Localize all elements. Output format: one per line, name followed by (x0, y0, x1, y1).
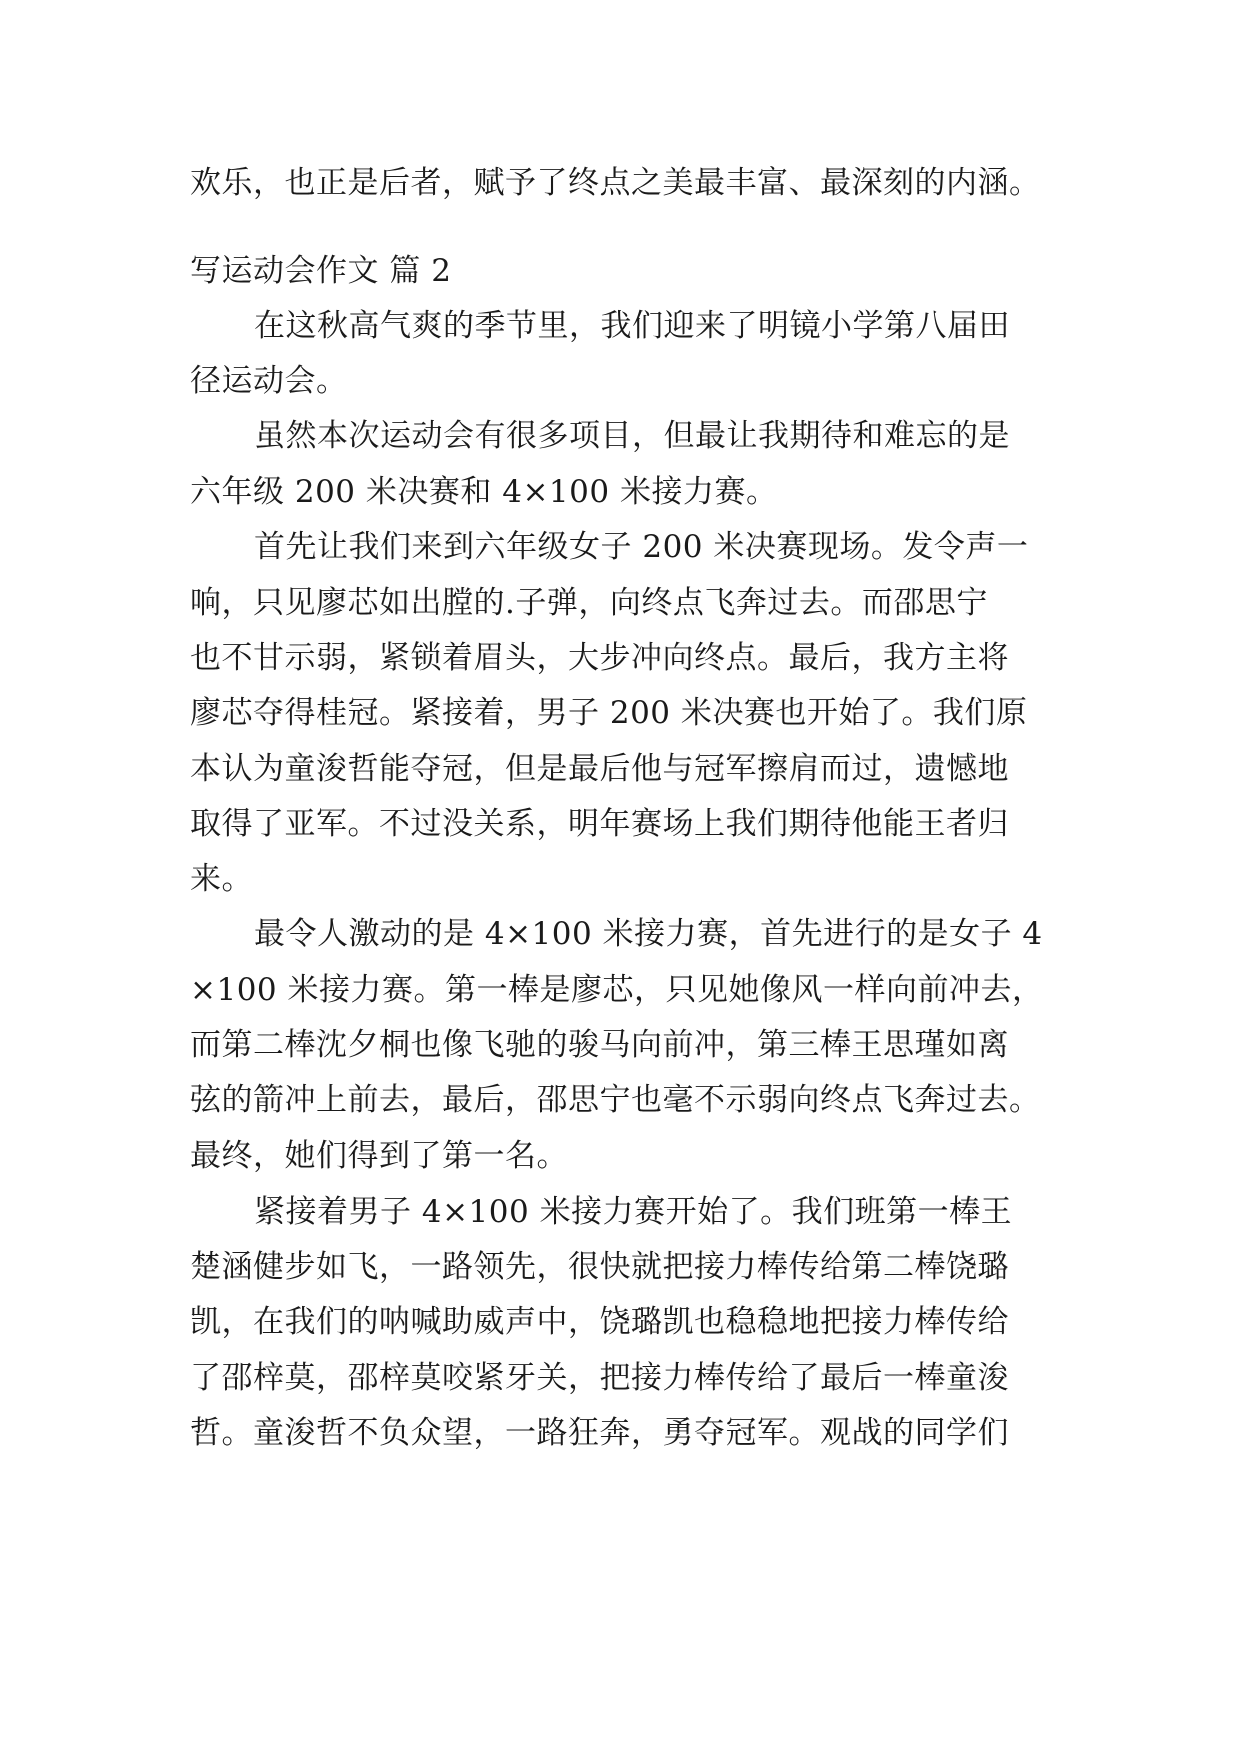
paragraph-line: 最令人激动的是 4×100 米接力赛，首先进行的是女子 4 (254, 916, 1043, 952)
paragraph-line: 凯，在我们的呐喊助威声中，饶璐凯也稳稳地把接力棒传给 (190, 1304, 1009, 1340)
paragraph-line: 虽然本次运动会有很多项目，但最让我期待和难忘的是 (254, 418, 1010, 454)
paragraph-line: 取得了亚军。不过没关系，明年赛场上我们期待他能王者归 (190, 806, 1009, 842)
paragraph-line: 而第二棒沈夕桐也像飞驰的骏马向前冲，第三棒王思瑾如离 (190, 1027, 1009, 1063)
paragraph-line: 径运动会。 (190, 363, 348, 399)
paragraph-line: 六年级 200 米决赛和 4×100 米接力赛。 (190, 474, 778, 510)
paragraph-line: 紧接着男子 4×100 米接力赛开始了。我们班第一棒王 (254, 1194, 1013, 1230)
paragraph-line: 欢乐，也正是后者，赋予了终点之美最丰富、最深刻的内涵。 (190, 165, 1041, 201)
paragraph-line: 首先让我们来到六年级女子 200 米决赛现场。发令声一 (254, 529, 1029, 565)
paragraph-line: 在这秋高气爽的季节里，我们迎来了明镜小学第八届田 (254, 308, 1010, 344)
paragraph-line: 也不甘示弱，紧锁着眉头，大步冲向终点。最后，我方主将 (190, 640, 1009, 676)
paragraph-line: 了邵梓莫，邵梓莫咬紧牙关，把接力棒传给了最后一棒童浚 (190, 1360, 1009, 1396)
paragraph-line: 最终，她们得到了第一名。 (190, 1138, 568, 1174)
paragraph-line: 响，只见廖芯如出膛的.子弹，向终点飞奔过去。而邵思宁 (190, 585, 988, 621)
paragraph-line: 楚涵健步如飞，一路领先，很快就把接力棒传给第二棒饶璐 (190, 1249, 1009, 1285)
paragraph-line: 来。 (190, 861, 253, 897)
paragraph-line: 廖芯夺得桂冠。紧接着，男子 200 米决赛也开始了。我们原 (190, 695, 1028, 731)
section-heading: 写运动会作文 篇 2 (190, 253, 452, 289)
paragraph-line: 哲。童浚哲不负众望，一路狂奔，勇夺冠军。观战的同学们 (190, 1415, 1009, 1451)
paragraph-line: 本认为童浚哲能夺冠，但是最后他与冠军擦肩而过，遗憾地 (190, 751, 1009, 787)
paragraph-line: ×100 米接力赛。第一棒是廖芯，只见她像风一样向前冲去， (190, 972, 1044, 1008)
paragraph-line: 弦的箭冲上前去，最后，邵思宁也毫不示弱向终点飞奔过去。 (190, 1082, 1041, 1118)
